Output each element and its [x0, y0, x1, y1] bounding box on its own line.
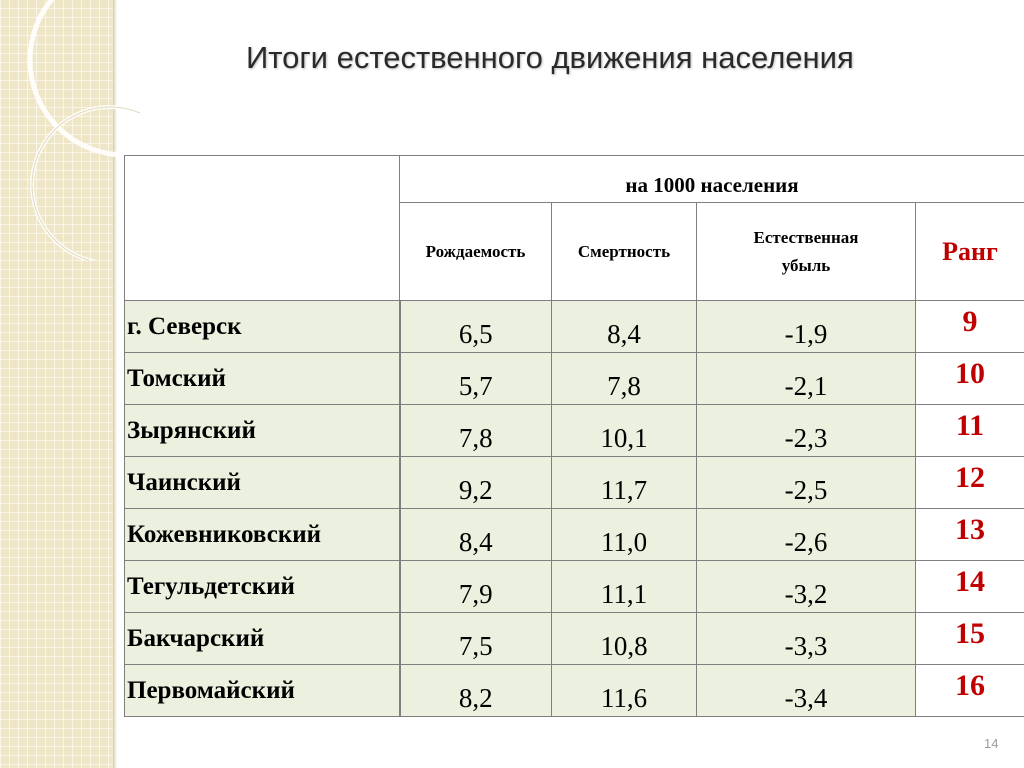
district-name: Тегульдетский — [125, 561, 400, 613]
natural-decline: -3,3 — [697, 613, 916, 665]
birth-rate: 6,5 — [400, 301, 552, 353]
death-rate: 10,1 — [552, 405, 697, 457]
decline-header-line1: Естественная — [753, 227, 859, 247]
district-name: Бакчарский — [125, 613, 400, 665]
rank-value: 16 — [916, 665, 1024, 717]
column-header-rank: Ранг — [916, 203, 1024, 301]
header-corner-cell — [125, 156, 400, 301]
column-header-birth: Рождаемость — [400, 203, 552, 301]
table-row — [125, 457, 1024, 509]
table-row — [125, 665, 1024, 717]
birth-rate: 5,7 — [400, 353, 552, 405]
table-row — [125, 405, 1024, 457]
rank-value: 9 — [916, 301, 1024, 353]
death-rate: 10,8 — [552, 613, 697, 665]
rank-value: 13 — [916, 509, 1024, 561]
rank-value: 10 — [916, 353, 1024, 405]
table-row — [125, 509, 1024, 561]
birth-rate: 7,9 — [400, 561, 552, 613]
district-name: Первомайский — [125, 665, 400, 717]
death-rate: 11,6 — [552, 665, 697, 717]
district-name: г. Северск — [125, 301, 400, 353]
district-name: Кожевниковский — [125, 509, 400, 561]
group-header: на 1000 населения — [400, 156, 1024, 203]
birth-rate: 7,5 — [400, 613, 552, 665]
death-rate: 7,8 — [552, 353, 697, 405]
population-table — [124, 155, 1024, 717]
death-rate: 11,1 — [552, 561, 697, 613]
page-number: 14 — [984, 736, 999, 751]
natural-decline: -2,1 — [697, 353, 916, 405]
district-name: Чаинский — [125, 457, 400, 509]
column-header-death: Смертность — [552, 203, 697, 301]
natural-decline: -2,5 — [697, 457, 916, 509]
table-row — [125, 353, 1024, 405]
table-header-row — [125, 156, 1024, 203]
table-row — [125, 613, 1024, 665]
rank-value: 14 — [916, 561, 1024, 613]
death-rate: 8,4 — [552, 301, 697, 353]
table-row — [125, 561, 1024, 613]
decorative-circles — [0, 0, 140, 260]
district-name: Томский — [125, 353, 400, 405]
decline-header-line2: убыль — [781, 255, 831, 275]
rank-value: 12 — [916, 457, 1024, 509]
column-header-decline — [697, 203, 916, 301]
rank-value: 15 — [916, 613, 1024, 665]
birth-rate: 9,2 — [400, 457, 552, 509]
district-name: Зырянский — [125, 405, 400, 457]
slide-title: Итоги естественного движения населения — [246, 40, 854, 75]
birth-rate: 7,8 — [400, 405, 552, 457]
table-row — [125, 301, 1024, 353]
natural-decline: -2,3 — [697, 405, 916, 457]
natural-decline: -2,6 — [697, 509, 916, 561]
natural-decline: -1,9 — [697, 301, 916, 353]
natural-decline: -3,4 — [697, 665, 916, 717]
death-rate: 11,7 — [552, 457, 697, 509]
rank-value: 11 — [916, 405, 1024, 457]
birth-rate: 8,2 — [400, 665, 552, 717]
birth-rate: 8,4 — [400, 509, 552, 561]
natural-decline: -3,2 — [697, 561, 916, 613]
death-rate: 11,0 — [552, 509, 697, 561]
